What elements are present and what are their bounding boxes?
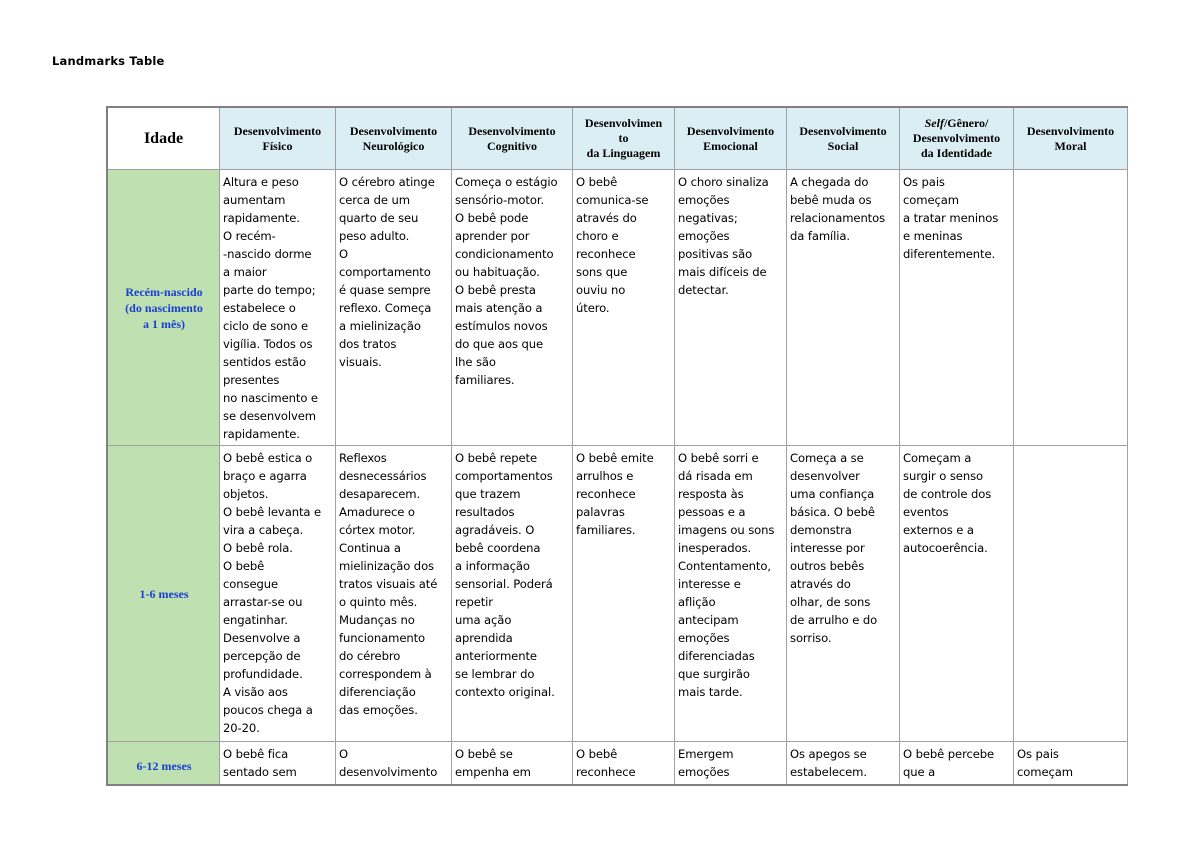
cell-text-line: olhar, de sons: [790, 595, 871, 609]
cell-text-line: a maior: [223, 265, 267, 279]
cell-text-line: é quase sempre: [339, 283, 431, 297]
cell-text-line: O bebê se: [455, 747, 513, 761]
cell-moral: [1014, 742, 1128, 786]
header-identity: [900, 108, 1014, 170]
cell-text-line: comportamentos: [455, 469, 553, 483]
cell-text-line: correspondem à: [339, 667, 432, 681]
cell-text-line: O recém-: [223, 229, 276, 243]
cell-text-line: contexto original.: [455, 685, 555, 699]
cell-text-line: parte do tempo;: [223, 283, 316, 297]
cell-text-line: palavras: [576, 505, 625, 519]
header-social: [787, 108, 900, 170]
cell-text-line: no nascimento e: [223, 391, 318, 405]
header-cognitive: [452, 108, 573, 170]
cell-text-line: arrastar-se ou: [223, 595, 303, 609]
cell-text-line: de controle dos: [903, 487, 992, 501]
cell-text-line: comportamento: [339, 265, 431, 279]
header-line: Desenvolvimento: [686, 123, 775, 138]
cell-text-line: da família.: [790, 229, 850, 243]
cell-emotional: [675, 446, 787, 742]
cell-text-line: O bebê: [223, 559, 265, 573]
cell-text-line: O bebê pode: [455, 211, 529, 225]
cell-text-line: Os apegos se: [790, 747, 867, 761]
cell-text-line: autocoerência.: [903, 541, 988, 555]
cell-text-line: inesperados.: [678, 541, 752, 555]
cell-text-line: diferenciadas: [678, 649, 755, 663]
cell-text-line: vira a cabeça.: [223, 523, 304, 537]
cell-text-line: ciclo de sono e: [223, 319, 309, 333]
cell-text-line: se desenvolvem: [223, 409, 316, 423]
header-line: Desenvolvimento: [799, 123, 887, 138]
header-emotional: [675, 108, 787, 170]
cell-text-line: O bebê: [576, 747, 618, 761]
header-line: to: [618, 131, 629, 145]
cell-text-line: a tratar meninos: [903, 211, 999, 225]
cell-text-line: -nascido dorme: [223, 247, 312, 261]
cell-text-line: sons que: [576, 265, 628, 279]
age-label-line: 6-12 meses: [136, 759, 192, 773]
cell-text-line: uma ação: [455, 613, 512, 627]
cell-text-line: Emergem: [678, 747, 734, 761]
age-label-line: Recém-nascido: [125, 285, 203, 299]
header-line: Desenvolvimento: [912, 131, 1001, 145]
header-row: [108, 108, 1128, 170]
cell-text-line: profundidade.: [223, 667, 303, 681]
cell-text-line: O cérebro atinge: [339, 175, 435, 189]
landmarks-table-container: [106, 106, 1128, 786]
cell-text-line: O bebê emite: [576, 451, 654, 465]
cell-text-line: O choro sinaliza: [678, 175, 769, 189]
cell-text-line: Começam a: [903, 451, 972, 465]
cell-text-line: lhe são: [455, 355, 496, 369]
header-age: [108, 108, 220, 170]
cell-text-line: mais atenção a: [455, 301, 543, 315]
cell-neurological: [336, 742, 452, 786]
cell-text-line: diferentemente.: [903, 247, 996, 261]
header-line: da Linguagem: [586, 146, 661, 160]
cell-text-line: percepção de: [223, 649, 301, 663]
cell-text-line: emoções: [678, 765, 730, 779]
cell-text-line: relacionamentos: [790, 211, 886, 225]
cell-text-line: a mielinização: [339, 319, 421, 333]
cell-emotional: [675, 742, 787, 786]
cell-text-line: quarto de seu: [339, 211, 419, 225]
cell-text-line: útero.: [576, 301, 610, 315]
table-row: [108, 446, 1128, 742]
cell-text-line: aprendida: [455, 631, 513, 645]
cell-social: [787, 446, 900, 742]
header-line: Social: [827, 138, 859, 153]
cell-text-line: rapidamente.: [223, 211, 300, 225]
cell-text-line: imagens ou sons: [678, 523, 775, 537]
cell-text-line: positivas são: [678, 247, 753, 261]
cell-cognitive: [452, 170, 573, 446]
age-cell: [108, 170, 220, 446]
cell-text-line: ouviu no: [576, 283, 626, 297]
cell-text-line: braço e agarra: [223, 469, 307, 483]
cell-text-line: consegue: [223, 577, 279, 591]
cell-text-line: emoções: [678, 229, 730, 243]
cell-text-line: o quinto mês.: [339, 595, 418, 609]
header-line: Emocional: [703, 138, 758, 153]
cell-text-line: demonstra: [790, 523, 852, 537]
cell-text-line: sorriso.: [790, 631, 832, 645]
cell-text-line: interesse por: [790, 541, 865, 555]
cell-text-line: visuais.: [339, 355, 382, 369]
self-word: Self: [924, 116, 944, 130]
header-neurological: [336, 108, 452, 170]
age-label-line: a 1 mês): [143, 317, 185, 331]
cell-text-line: através do: [576, 211, 637, 225]
cell-text-line: 20-20.: [223, 721, 260, 735]
cell-language: [573, 446, 675, 742]
header-line: Desenvolvimen: [584, 116, 663, 130]
cell-text-line: familiares.: [576, 523, 636, 537]
cell-text-line: Começa a se: [790, 451, 864, 465]
cell-text-line: familiares.: [455, 373, 515, 387]
table-row: [108, 170, 1128, 446]
cell-text-line: Reflexos: [339, 451, 387, 465]
cell-text-line: dos tratos: [339, 337, 397, 351]
cell-text-line: que trazem: [455, 487, 521, 501]
cell-text-line: Os pais: [1017, 747, 1059, 761]
cell-text-line: O bebê rola.: [223, 541, 293, 555]
cell-text-line: O bebê percebe: [903, 747, 995, 761]
cell-text-line: O: [339, 747, 349, 761]
age-label-line: 1-6 meses: [139, 587, 189, 601]
header-line: Cognitivo: [486, 138, 537, 153]
header-line: Desenvolvimento: [468, 123, 556, 138]
cell-text-line: repetir: [455, 595, 493, 609]
cell-physical: [220, 170, 336, 446]
cell-text-line: córtex motor.: [339, 523, 416, 537]
header-line: Moral: [1054, 138, 1087, 153]
cell-text-line: que a: [903, 765, 936, 779]
cell-text-line: que surgirão: [678, 667, 750, 681]
cell-text-line: estabelece o: [223, 301, 296, 315]
cell-text-line: A chegada do: [790, 175, 869, 189]
cell-text-line: antecipam: [678, 613, 739, 627]
cell-text-line: sensorial. Poderá: [455, 577, 553, 591]
landmarks-table: [106, 106, 1128, 786]
cell-text-line: O bebê presta: [455, 283, 536, 297]
cell-text-line: desaparecem.: [339, 487, 421, 501]
cell-identity: [900, 446, 1014, 742]
cell-text-line: desenvolver: [790, 469, 860, 483]
cell-text-line: aprender por: [455, 229, 530, 243]
cell-text-line: emoções: [678, 193, 730, 207]
cell-text-line: Desenvolve a: [223, 631, 301, 645]
cell-text-line: O bebê repete: [455, 451, 537, 465]
cell-text-line: comunica-se: [576, 193, 649, 207]
cell-text-line: ou habituação.: [455, 265, 540, 279]
header-line: Neurológico: [362, 138, 425, 153]
cell-text-line: negativas;: [678, 211, 738, 225]
age-cell: [108, 742, 220, 786]
cell-text-line: O bebê sorri e: [678, 451, 759, 465]
cell-text-line: objetos.: [223, 487, 269, 501]
cell-text-line: Continua a: [339, 541, 401, 555]
cell-text-line: de arrulho e do: [790, 613, 878, 627]
cell-text-line: Amadurece o: [339, 505, 415, 519]
cell-text-line: peso adulto.: [339, 229, 410, 243]
header-moral: [1014, 108, 1128, 170]
cell-text-line: bebê muda os: [790, 193, 872, 207]
cell-language: [573, 170, 675, 446]
cell-text-line: resposta às: [678, 487, 744, 501]
header-line: Físico: [262, 138, 293, 153]
cell-text-line: O bebê levanta e: [223, 505, 322, 519]
cell-text-line: O bebê estica o: [223, 451, 313, 465]
cell-text-line: cerca de um: [339, 193, 410, 207]
cell-text-line: mielinização dos: [339, 559, 434, 573]
cell-text-line: agradáveis. O: [455, 523, 535, 537]
cell-text-line: detectar.: [678, 283, 729, 297]
cell-text-line: começam: [903, 193, 959, 207]
cell-text-line: se lembrar do: [455, 667, 535, 681]
cell-text-line: sentidos estão: [223, 355, 306, 369]
page-heading: Landmarks Table: [52, 54, 165, 68]
cell-text-line: externos e a: [903, 523, 974, 537]
cell-text-line: resultados: [455, 505, 515, 519]
cell-text-line: Altura e peso: [223, 175, 299, 189]
cell-text-line: a informação: [455, 559, 530, 573]
cell-text-line: dá risada em: [678, 469, 753, 483]
cell-text-line: reflexo. Começa: [339, 301, 432, 315]
cell-text-line: reconhece: [576, 765, 636, 779]
header-line: Desenvolvimento: [349, 123, 438, 138]
cell-text-line: Começa o estágio: [455, 175, 558, 189]
cell-text-line: aflição: [678, 595, 716, 609]
cell-text-line: empenha em: [455, 765, 531, 779]
cell-text-line: uma confiança: [790, 487, 875, 501]
cell-cognitive: [452, 446, 573, 742]
header-line: Desenvolvimento: [233, 123, 322, 138]
cell-text-line: através do: [790, 577, 851, 591]
cell-text-line: das emoções.: [339, 703, 418, 717]
cell-text-line: choro e: [576, 229, 619, 243]
cell-text-line: Os pais: [903, 175, 945, 189]
cell-social: [787, 170, 900, 446]
header-physical: [220, 108, 336, 170]
age-cell: [108, 446, 220, 742]
cell-text-line: O: [339, 247, 349, 261]
cell-text-line: surgir o senso: [903, 469, 984, 483]
cell-text-line: sentado sem: [223, 765, 297, 779]
cell-text-line: Mudanças no: [339, 613, 415, 627]
cell-text-line: eventos: [903, 505, 949, 519]
cell-text-line: desnecessários: [339, 469, 427, 483]
cell-text-line: do que aos que: [455, 337, 544, 351]
cell-text-line: mais difíceis de: [678, 265, 767, 279]
cell-text-line: desenvolvimento: [339, 765, 438, 779]
cell-moral: [1014, 446, 1128, 742]
cell-text-line: outros bebês: [790, 559, 865, 573]
cell-text-line: bebê coordena: [455, 541, 541, 555]
cell-text-line: aumentam: [223, 193, 286, 207]
header-line: Idade: [143, 130, 184, 147]
cell-cognitive: [452, 742, 573, 786]
age-label-line: (do nascimento: [125, 301, 203, 315]
cell-text-line: emoções: [678, 631, 730, 645]
table-row: [108, 742, 1128, 786]
cell-text-line: pessoas e a: [678, 505, 746, 519]
cell-text-line: diferenciação: [339, 685, 416, 699]
cell-text-line: começam: [1017, 765, 1073, 779]
cell-text-line: reconhece: [576, 247, 636, 261]
cell-emotional: [675, 170, 787, 446]
cell-language: [573, 742, 675, 786]
cell-neurological: [336, 446, 452, 742]
cell-text-line: estímulos novos: [455, 319, 548, 333]
cell-text-line: poucos chega a: [223, 703, 313, 717]
cell-text-line: funcionamento: [339, 631, 426, 645]
cell-text-line: A visão aos: [223, 685, 288, 699]
cell-text-line: e meninas: [903, 229, 963, 243]
header-language: [573, 108, 675, 170]
cell-text-line: mais tarde.: [678, 685, 743, 699]
cell-text-line: do cérebro: [339, 649, 401, 663]
cell-text-line: vigília. Todos os: [223, 337, 313, 351]
cell-text-line: rapidamente.: [223, 427, 300, 441]
cell-physical: [220, 446, 336, 742]
cell-text-line: arrulhos e: [576, 469, 634, 483]
cell-text-line: anteriormente: [455, 649, 537, 663]
cell-text-line: O bebê fica: [223, 747, 289, 761]
cell-text-line: reconhece: [576, 487, 636, 501]
cell-moral: [1014, 170, 1128, 446]
header-line: Desenvolvimento: [1026, 123, 1115, 138]
cell-physical: [220, 742, 336, 786]
cell-text-line: O bebê: [576, 175, 618, 189]
cell-text-line: tratos visuais até: [339, 577, 438, 591]
cell-identity: [900, 170, 1014, 446]
cell-social: [787, 742, 900, 786]
cell-text-line: Contentamento,: [678, 559, 771, 573]
cell-neurological: [336, 170, 452, 446]
cell-text-line: presentes: [223, 373, 280, 387]
cell-text-line: sensório-motor.: [455, 193, 545, 207]
cell-text-line: condicionamento: [455, 247, 554, 261]
cell-text-line: estabelecem.: [790, 765, 867, 779]
header-line: Self/Gênero/: [924, 116, 989, 130]
cell-text-line: interesse e: [678, 577, 741, 591]
cell-text-line: engatinhar.: [223, 613, 288, 627]
cell-text-line: básica. O bebê: [790, 505, 875, 519]
header-line: da Identidade: [920, 146, 993, 160]
cell-identity: [900, 742, 1014, 786]
